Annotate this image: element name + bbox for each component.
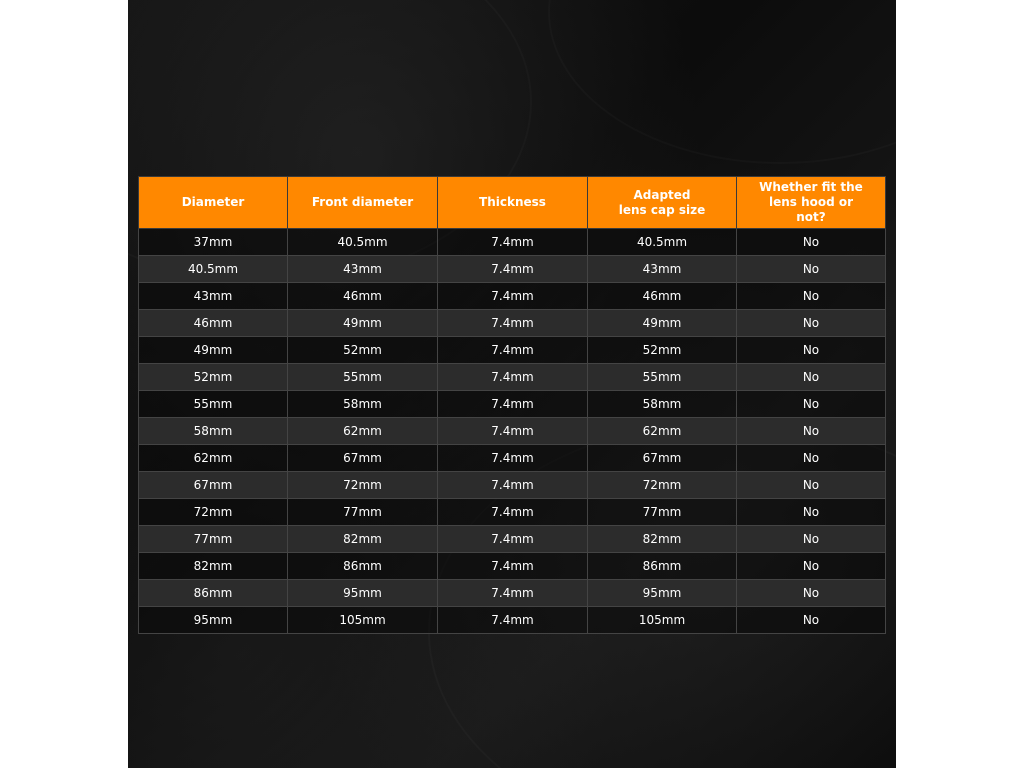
cell-front-diameter: 82mm: [288, 526, 438, 553]
cell-thickness: 7.4mm: [438, 472, 588, 499]
cell-diameter: 67mm: [139, 472, 288, 499]
cell-fits-lens-hood: No: [737, 607, 886, 634]
cell-front-diameter: 43mm: [288, 256, 438, 283]
cell-thickness: 7.4mm: [438, 364, 588, 391]
table-row: [139, 607, 886, 634]
cell-fits-lens-hood: No: [737, 337, 886, 364]
table-row: [139, 364, 886, 391]
cell-fits-lens-hood: No: [737, 283, 886, 310]
table-row: [139, 283, 886, 310]
table-row: [139, 229, 886, 256]
cell-lens-cap-size: 49mm: [588, 310, 737, 337]
cell-thickness: 7.4mm: [438, 553, 588, 580]
table-row: [139, 418, 886, 445]
lens-filter-spec-table: [138, 176, 886, 634]
cell-thickness: 7.4mm: [438, 580, 588, 607]
cell-thickness: 7.4mm: [438, 391, 588, 418]
cell-diameter: 82mm: [139, 553, 288, 580]
table-row: [139, 256, 886, 283]
cell-diameter: 72mm: [139, 499, 288, 526]
cell-front-diameter: 62mm: [288, 418, 438, 445]
cell-front-diameter: 86mm: [288, 553, 438, 580]
cell-thickness: 7.4mm: [438, 337, 588, 364]
cell-lens-cap-size: 77mm: [588, 499, 737, 526]
cell-lens-cap-size: 52mm: [588, 337, 737, 364]
table-header-row: [139, 177, 886, 229]
cell-fits-lens-hood: No: [737, 418, 886, 445]
cell-thickness: 7.4mm: [438, 499, 588, 526]
table-row: [139, 337, 886, 364]
cell-lens-cap-size: 40.5mm: [588, 229, 737, 256]
cell-diameter: 43mm: [139, 283, 288, 310]
cell-diameter: 49mm: [139, 337, 288, 364]
header-adapted-lens-cap-size: Adapted lens cap size: [588, 177, 737, 229]
cell-diameter: 40.5mm: [139, 256, 288, 283]
cell-front-diameter: 49mm: [288, 310, 438, 337]
cell-front-diameter: 46mm: [288, 283, 438, 310]
cell-diameter: 86mm: [139, 580, 288, 607]
cell-lens-cap-size: 86mm: [588, 553, 737, 580]
cell-lens-cap-size: 46mm: [588, 283, 737, 310]
cell-front-diameter: 72mm: [288, 472, 438, 499]
table-row: [139, 391, 886, 418]
cell-fits-lens-hood: No: [737, 310, 886, 337]
cell-thickness: 7.4mm: [438, 607, 588, 634]
cell-fits-lens-hood: No: [737, 391, 886, 418]
background-swirl: [548, 0, 896, 164]
cell-thickness: 7.4mm: [438, 256, 588, 283]
cell-front-diameter: 95mm: [288, 580, 438, 607]
cell-lens-cap-size: 58mm: [588, 391, 737, 418]
cell-lens-cap-size: 43mm: [588, 256, 737, 283]
cell-lens-cap-size: 55mm: [588, 364, 737, 391]
cell-thickness: 7.4mm: [438, 229, 588, 256]
cell-diameter: 37mm: [139, 229, 288, 256]
header-thickness: Thickness: [438, 177, 588, 229]
cell-thickness: 7.4mm: [438, 526, 588, 553]
cell-fits-lens-hood: No: [737, 364, 886, 391]
cell-fits-lens-hood: No: [737, 580, 886, 607]
cell-fits-lens-hood: No: [737, 553, 886, 580]
cell-front-diameter: 77mm: [288, 499, 438, 526]
cell-fits-lens-hood: No: [737, 472, 886, 499]
cell-lens-cap-size: 72mm: [588, 472, 737, 499]
cell-fits-lens-hood: No: [737, 499, 886, 526]
cell-diameter: 52mm: [139, 364, 288, 391]
cell-fits-lens-hood: No: [737, 229, 886, 256]
cell-front-diameter: 55mm: [288, 364, 438, 391]
cell-lens-cap-size: 67mm: [588, 445, 737, 472]
cell-diameter: 62mm: [139, 445, 288, 472]
cell-diameter: 55mm: [139, 391, 288, 418]
cell-front-diameter: 67mm: [288, 445, 438, 472]
cell-front-diameter: 40.5mm: [288, 229, 438, 256]
cell-fits-lens-hood: No: [737, 445, 886, 472]
cell-thickness: 7.4mm: [438, 418, 588, 445]
header-fits-lens-hood: Whether fit the lens hood or not?: [737, 177, 886, 229]
cell-lens-cap-size: 95mm: [588, 580, 737, 607]
table-row: [139, 472, 886, 499]
cell-lens-cap-size: 82mm: [588, 526, 737, 553]
table-row: [139, 580, 886, 607]
cell-front-diameter: 58mm: [288, 391, 438, 418]
table-row: [139, 445, 886, 472]
table-row: [139, 526, 886, 553]
cell-lens-cap-size: 62mm: [588, 418, 737, 445]
cell-lens-cap-size: 105mm: [588, 607, 737, 634]
cell-front-diameter: 105mm: [288, 607, 438, 634]
cell-front-diameter: 52mm: [288, 337, 438, 364]
header-front-diameter: Front diameter: [288, 177, 438, 229]
header-diameter: Diameter: [139, 177, 288, 229]
dark-textured-background: [128, 0, 896, 768]
table-row: [139, 310, 886, 337]
cell-fits-lens-hood: No: [737, 526, 886, 553]
cell-diameter: 58mm: [139, 418, 288, 445]
cell-thickness: 7.4mm: [438, 310, 588, 337]
cell-thickness: 7.4mm: [438, 445, 588, 472]
cell-diameter: 95mm: [139, 607, 288, 634]
cell-diameter: 77mm: [139, 526, 288, 553]
table-row: [139, 499, 886, 526]
cell-fits-lens-hood: No: [737, 256, 886, 283]
table-row: [139, 553, 886, 580]
cell-diameter: 46mm: [139, 310, 288, 337]
cell-thickness: 7.4mm: [438, 283, 588, 310]
